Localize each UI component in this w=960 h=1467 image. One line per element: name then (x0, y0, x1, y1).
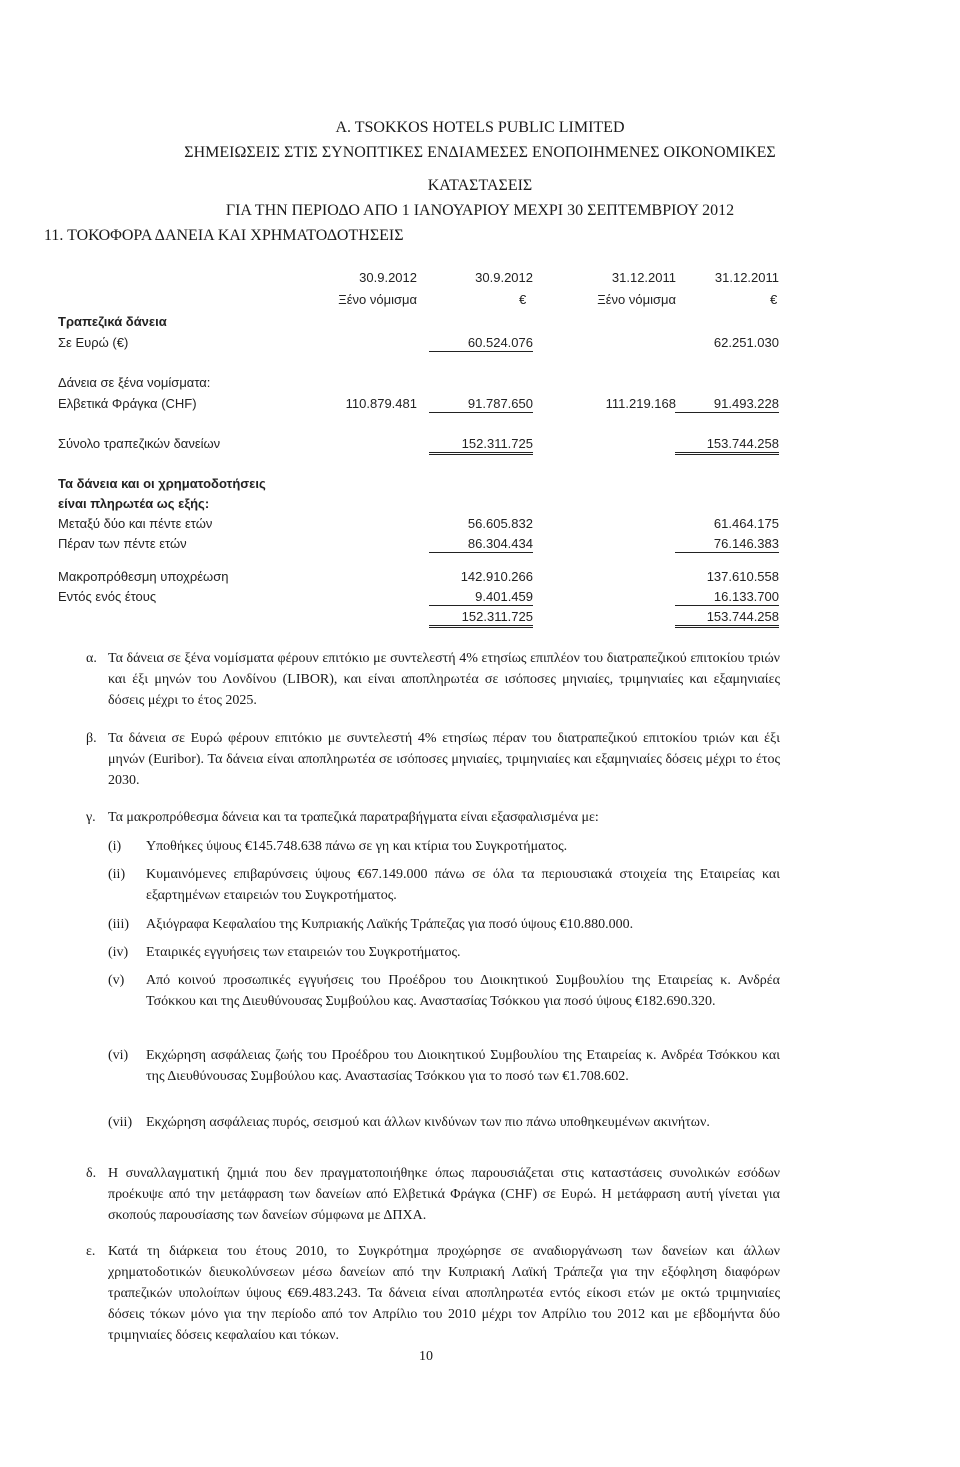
long-term-2011: 137.610.558 (706, 569, 779, 584)
note-e (86, 1241, 780, 1346)
security-item (108, 942, 780, 963)
chf-fx-2012: 110.879.481 (345, 396, 417, 411)
security-item (108, 836, 780, 857)
total-loans-2012: 152.311.725 (429, 436, 533, 455)
payable-title: Τα δάνεια και οι χρηματοδοτήσεις (58, 476, 266, 491)
chf-fx-2011: 111.219.168 (605, 396, 676, 411)
period-title: ΓΙΑ ΤΗΝ ΠΕΡΙΟΔΟ ΑΠΟ 1 ΙΑΝΟΥΑΡΙΟΥ ΜΕΧΡΙ 30 ΣΕΠΤΕΜΒΡΙΟΥ 2012 (225, 202, 735, 219)
eur-loans-2012: 60.524.076 (429, 335, 533, 352)
total-loans-label: Σύνολο τραπεζικών δανείων (58, 436, 221, 451)
chf-loans-label: Ελβετικά Φράγκα (CHF) (58, 396, 197, 411)
grand-total-2011: 153.744.258 (675, 609, 779, 628)
security-item-text: Κυμαινόμενες επιβαρύνσεις ύψους €67.149.000 πάνω σε όλα τα περιουσιακά στοιχεία της Εταιρείας και εξαρτημένων εταιρειών του Συγκροτήματος. (146, 867, 780, 903)
chf-eur-2012: 91.787.650 (429, 396, 533, 413)
security-item-text: Από κοινού προσωπικές εγγυήσεις του Προέδρου του Διοικητικού Συμβουλίου της Εταιρείας κ. Ανδρέα Τσόκκου και της Διευθύνουσας Συμβούλου κας. Αναστασίας Τσόκκου για ποσό ύψους €182.690.320. (146, 973, 780, 1009)
security-item (108, 1112, 780, 1133)
security-item-text: Εκχώρηση ασφάλειας πυρός, σεισμού και άλλων κινδύνων των πιο πάνω υποθηκευμένων ακινήτων. (146, 1115, 710, 1130)
bank-loans-title: Τραπεζικά δάνεια (58, 314, 167, 329)
col4-unit: € (770, 292, 778, 307)
note-e-label: ε. (86, 1244, 96, 1259)
security-item-label: (vii) (108, 1115, 133, 1130)
security-item (108, 864, 780, 906)
page-number: 10 (419, 1349, 433, 1364)
note-c (86, 807, 780, 828)
fx-loans-title: Δάνεια σε ξένα νομίσματα: (58, 375, 211, 390)
note-b-text: Τα δάνεια σε Ευρώ φέρουν επιτόκιο με συντελεστή 4% ετησίως πέραν του διατραπεζικού επιτοκίου τριών και έξι μηνών (Euribor). Τα δάνεια είναι αποπληρωτέα σε ισόποσες μηνιαίες, τριμηνιαίες και εξαμηνιαίες δόσεις μέχρι το έτος 2030. (108, 731, 780, 788)
over-five-years-2012: 86.304.434 (429, 536, 533, 553)
note-d-label: δ. (86, 1166, 97, 1181)
note-c-text: Τα μακροπρόθεσμα δάνεια και τα τραπεζικά παρατραβήγματα είναι εξασφαλισμένα με: (108, 810, 599, 825)
eur-loans-2011: 62.251.030 (713, 335, 779, 350)
note-d-text: Η συναλλαγματική ζημιά που δεν πραγματοποιήθηκε όπως παρουσιάζεται στις καταστάσεις συνολικών εσόδων προέκυψε από την μετάφραση των δανείων από Ελβετικά Φράγκα (CHF) σε Ευρώ. Η μετάφραση αυτή γίνεται για σκοπούς παρουσίασης των δανείων σύμφωνα με ΔΠΧΑ. (108, 1166, 780, 1223)
two-five-years-label: Μεταξύ δύο και πέντε ετών (58, 516, 213, 531)
security-item-label: (i) (108, 839, 122, 854)
security-item-text: Αξιόγραφα Κεφαλαίου της Κυπριακής Λαϊκής Τράπεζας για ποσό ύψους €10.880.000. (146, 917, 634, 932)
two-five-years-2012: 56.605.832 (467, 516, 533, 531)
document-title: ΣΗΜΕΙΩΣΕΙΣ ΣΤΙΣ ΣΥΝΟΠΤΙΚΕΣ ΕΝΔΙΑΜΕΣΕΣ ΕΝΟΠΟΙΗΜΕΝΕΣ ΟΙΚΟΝΟΜΙΚΕΣ (184, 144, 776, 161)
note-a (86, 648, 780, 711)
security-item-label: (vi) (108, 1048, 129, 1063)
col3-unit: Ξένο νόμισμα (597, 292, 676, 307)
over-five-years-2011: 76.146.383 (675, 536, 779, 553)
over-five-years-label: Πέραν των πέντε ετών (58, 536, 187, 551)
company-name: A. TSOKKOS HOTELS PUBLIC LIMITED (335, 119, 625, 136)
within-year-2011: 16.133.700 (675, 589, 779, 606)
security-item-label: (v) (108, 973, 125, 988)
col2-unit: € (519, 292, 527, 307)
col2-date: 30.9.2012 (475, 270, 533, 285)
security-item-text: Υποθήκες ύψους €145.748.638 πάνω σε γη και κτίρια του Συγκροτήματος. (146, 839, 568, 854)
section-title: 11. ΤΟΚΟΦΟΡΑ ΔΑΝΕΙΑ ΚΑΙ ΧΡΗΜΑΤΟΔΟΤΗΣΕΙΣ (44, 227, 404, 244)
document-title-cont: ΚΑΤΑΣΤΑΣΕΙΣ (427, 177, 533, 194)
col1-date: 30.9.2012 (359, 270, 417, 285)
note-a-label: α. (86, 651, 97, 666)
col1-unit: Ξένο νόμισμα (338, 292, 417, 307)
note-e-text: Κατά τη διάρκεια του έτους 2010, το Συγκρότημα προχώρησε σε αναδιοργάνωση των δανείων και άλλων χρηματοδοτικών διευκολύνσεων μέσω δανείων από την Κυπριακή Λαϊκή Τράπεζα για την εξόφληση διαφόρων τραπεζικών υπολοίπων ύψους €69.483.243. Τα δάνεια είναι αποπληρωτέα εντός είκοσι ετών με οκτώ τριμηνιαίες δόσεις τόκων μόνο για την περίοδο από τον Απρίλιο του 2010 μέχρι τον Απρίλιο του 2012 και με εβδομήντα δύο τριμηνιαίες δόσεις κεφαλαίου και τόκων. (108, 1244, 780, 1343)
col4-date: 31.12.2011 (714, 270, 779, 285)
payable-title-cont: είναι πληρωτέα ως εξής: (58, 496, 210, 511)
long-term-label: Μακροπρόθεσμη υποχρέωση (58, 569, 229, 584)
note-b-label: β. (86, 731, 97, 746)
note-a-text: Τα δάνεια σε ξένα νομίσματα φέρουν επιτόκιο με συντελεστή 4% ετησίως επιπλέον του διατραπεζικού επιτοκίου τριών και έξι μηνών του Λονδίνου (LIBOR), και είναι αποπληρωτέα σε ισόποσες μηνιαίες, τριμηνιαίες και εξαμηνιαίες δόσεις μέχρι το έτος 2025. (108, 651, 780, 708)
within-year-label: Εντός ενός έτους (58, 589, 157, 604)
security-item-text: Εταιρικές εγγυήσεις των εταιρειών του Συγκροτήματος. (146, 945, 461, 960)
total-loans-2011: 153.744.258 (675, 436, 779, 455)
security-item-label: (iv) (108, 945, 129, 960)
security-item-text: Εκχώρηση ασφάλειας ζωής του Προέδρου του Διοικητικού Συμβουλίου της Εταιρείας κ. Ανδρέα Τσόκκου και της Διευθύνουσας Συμβούλου κας. Αναστασίας Τσόκκου για το ποσό των €1.708.602. (146, 1048, 780, 1084)
col3-date: 31.12.2011 (611, 270, 676, 285)
security-item-label: (iii) (108, 917, 129, 932)
within-year-2012: 9.401.459 (429, 589, 533, 606)
chf-eur-2011: 91.493.228 (675, 396, 779, 413)
note-d (86, 1163, 780, 1226)
note-b (86, 728, 780, 791)
security-item-label: (ii) (108, 867, 126, 882)
security-item (108, 1045, 780, 1087)
security-item (108, 970, 780, 1012)
long-term-2012: 142.910.266 (460, 569, 533, 584)
two-five-years-2011: 61.464.175 (713, 516, 779, 531)
grand-total-2012: 152.311.725 (429, 609, 533, 628)
security-item (108, 914, 780, 935)
note-c-label: γ. (86, 810, 96, 825)
eur-loans-label: Σε Ευρώ (€) (58, 335, 129, 350)
